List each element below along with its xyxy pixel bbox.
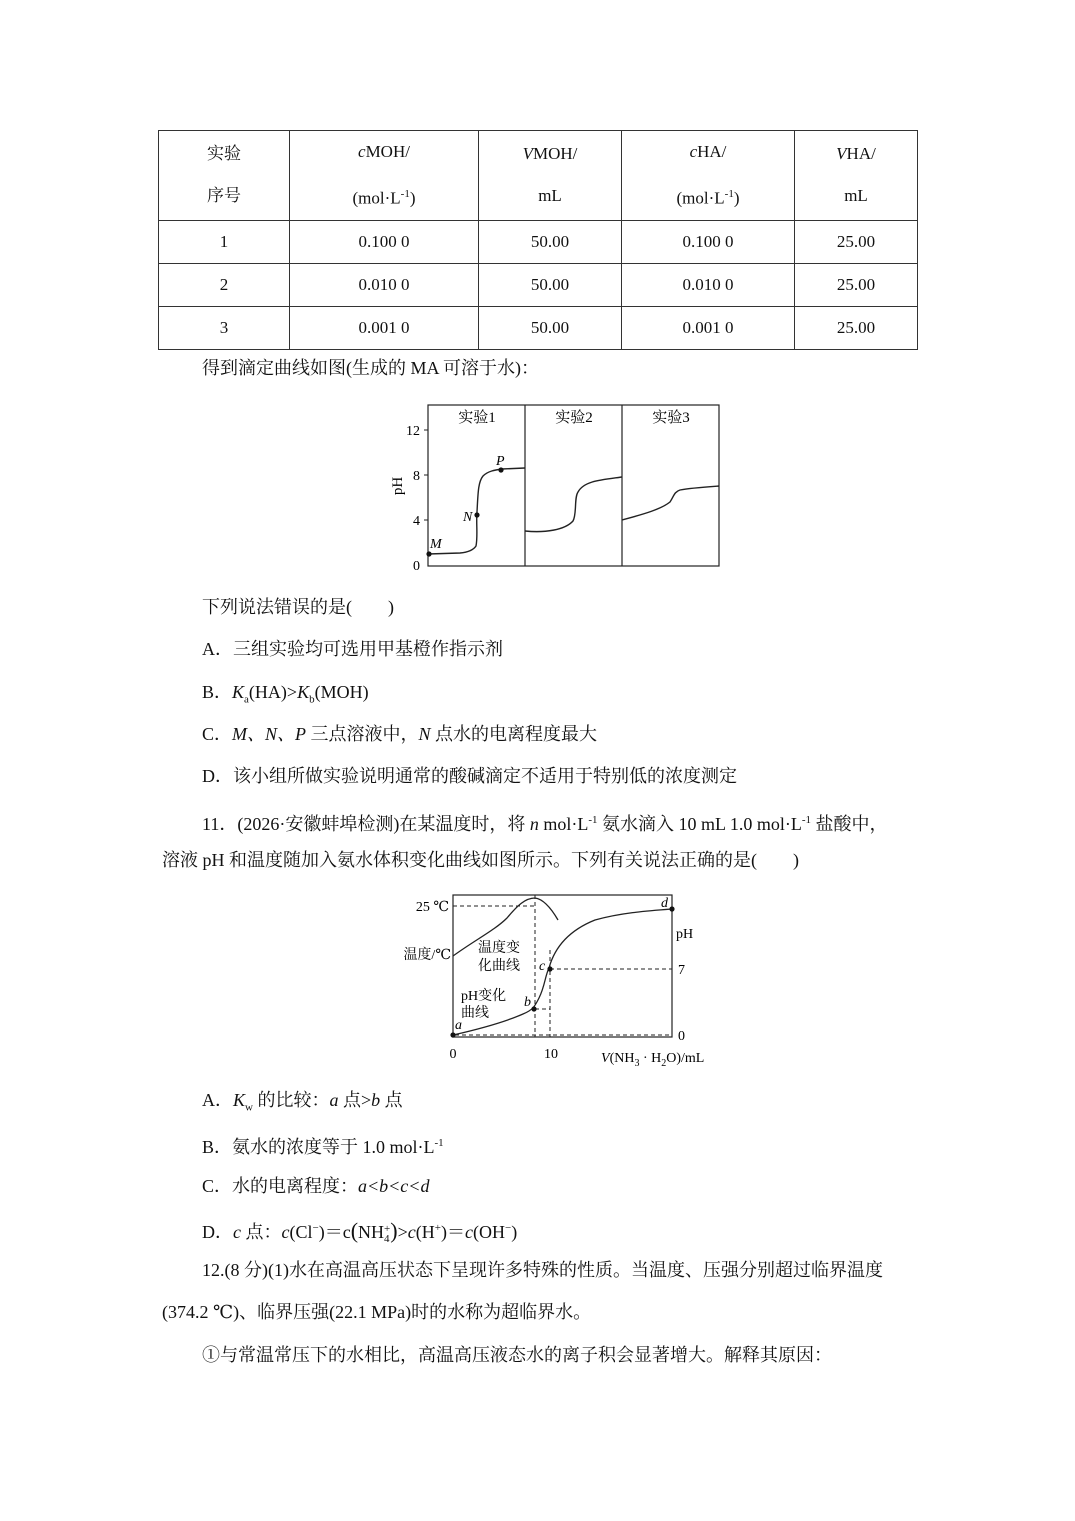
q10-option-b [202, 680, 369, 712]
x-axis-label [601, 1051, 704, 1068]
q11-option-a [202, 1088, 403, 1120]
option-text: (OH [472, 1222, 505, 1242]
header-line: 实验 [207, 144, 241, 164]
table-cell: 50.00 [479, 263, 622, 306]
right-tick-0: 0 [678, 1029, 685, 1044]
superscript: + [434, 1222, 441, 1234]
x-label-sub: 2 [661, 1058, 667, 1068]
header-line [622, 131, 794, 173]
point-c-label: c [539, 959, 546, 974]
subscript: b [309, 693, 315, 706]
option-text: 点： [241, 1222, 282, 1242]
header-text: HA/ [697, 142, 727, 161]
header-cell [479, 131, 622, 221]
point-m-label: M [430, 537, 442, 552]
q10-intro: 得到滴定曲线如图(生成的 MA 可溶于水)： [202, 358, 539, 378]
curve-experiment-1 [428, 468, 525, 554]
left-axis-label: 温度/℃ [403, 948, 451, 963]
y-tick-label-12: 12 [406, 424, 420, 439]
option-text: C．水的电离程度： [202, 1176, 359, 1196]
x-label-text: · H [639, 1051, 662, 1066]
table-cell: 25.00 [795, 263, 918, 306]
point-m [426, 551, 431, 556]
x-label-text: (NH [609, 1051, 635, 1066]
header-cell [159, 131, 290, 221]
point-name: a [329, 1090, 339, 1110]
option-prefix: B． [202, 682, 233, 702]
option-text: 点水的电离程度最大 [430, 724, 598, 744]
superscript: − [504, 1222, 512, 1234]
superscript: -1 [434, 1137, 444, 1149]
x-label-text: O)/mL [666, 1051, 705, 1066]
subscript: 4 [384, 1232, 390, 1245]
table-cell: 0.100 0 [290, 220, 479, 263]
header-line: 序号 [207, 186, 241, 206]
option-text: ) [511, 1222, 518, 1242]
header-text: MOH/ [365, 142, 410, 161]
header-text: ) [733, 188, 740, 208]
table-cell: 50.00 [479, 306, 622, 349]
header-cell [795, 131, 918, 221]
table-cell: 0.010 0 [290, 263, 479, 306]
ph-curve-label-1: pH变化 [461, 989, 507, 1004]
q10-option-c [202, 722, 597, 746]
point-name: c [233, 1222, 241, 1242]
symbol-k: K [233, 1090, 246, 1110]
header-italic: V [836, 144, 847, 164]
table-row [159, 306, 918, 349]
option-prefix: A． [202, 1090, 233, 1110]
option-text: 三点溶液中， [306, 724, 419, 744]
curve-experiment-3 [622, 486, 719, 520]
right-axis-label: pH [676, 927, 694, 942]
table-cell: 2 [159, 263, 290, 306]
table-cell: 1 [159, 220, 290, 263]
y-axis-label: pH [390, 476, 406, 496]
option-text: (HA)> [248, 682, 298, 702]
header-line [290, 173, 478, 220]
option-prefix: D． [202, 1222, 233, 1242]
left-tick-25: 25 ℃ [415, 900, 449, 915]
q12-line-3: ①与常温常压下的水相比，高温高压液态水的离子积会显著增大。解释其原因： [202, 1345, 832, 1365]
header-cell [290, 131, 479, 221]
header-text: HA/ [846, 144, 876, 164]
option-text: )＝c [318, 1222, 351, 1242]
header-line [479, 133, 621, 175]
q11-stem-line-2: 溶液 pH 和温度随加入氨水体积变化曲线如图所示。下列有关说法正确的是( ) [162, 850, 799, 870]
point-name: N [418, 724, 431, 744]
panel-title-1: 实验1 [458, 410, 496, 426]
y-tick-label-0: 0 [413, 559, 420, 574]
stem-text: mol·L [538, 814, 589, 834]
experiment-table [158, 130, 918, 350]
superscript: − [312, 1222, 319, 1234]
option-text: > [397, 1222, 408, 1242]
table-cell: 50.00 [479, 220, 622, 263]
point-b [531, 1006, 536, 1011]
point-a-label: a [455, 1018, 462, 1033]
stem-text: 氨水滴入 10 mL 1.0 mol·L [597, 814, 802, 834]
point-p-label: P [496, 454, 505, 469]
panel-title-3: 实验3 [652, 410, 690, 426]
q11-option-d [202, 1216, 517, 1244]
panel-frames [428, 405, 719, 566]
symbol-c: c [464, 1222, 473, 1242]
header-line: mL [844, 186, 868, 206]
symbol-c: c [407, 1222, 416, 1242]
option-text: 的比较： [252, 1090, 330, 1110]
x-tick-10: 10 [544, 1047, 558, 1062]
table-cell: 0.010 0 [622, 263, 795, 306]
temp-curve-label-1: 温度变 [478, 941, 520, 956]
superscript: -1 [801, 814, 811, 826]
point-d [669, 906, 674, 911]
symbol-c: c [281, 1222, 290, 1242]
superscript: -1 [588, 814, 598, 826]
table-row [159, 263, 918, 306]
header-line: mL [538, 186, 562, 206]
q11-option-b [202, 1131, 444, 1159]
option-text: 点 [380, 1090, 403, 1110]
header-cell [622, 131, 795, 221]
q10-option-a: A．三组实验均可选用甲基橙作指示剂 [202, 639, 503, 659]
y-tick-label-8: 8 [413, 469, 420, 484]
y-tick-label-4: 4 [413, 514, 420, 529]
table-cell: 0.100 0 [622, 220, 795, 263]
header-sup: -1 [724, 188, 734, 200]
point-n-label: N [463, 510, 473, 525]
option-text: (H [415, 1222, 435, 1242]
table-cell: 25.00 [795, 306, 918, 349]
table-cell: 3 [159, 306, 290, 349]
header-line [795, 133, 917, 175]
table-cell: 0.001 0 [622, 306, 795, 349]
table-header-row [159, 131, 918, 221]
curve-experiment-2 [525, 477, 622, 532]
header-italic: V [522, 144, 533, 164]
header-text: ) [409, 188, 416, 208]
point-name: b [371, 1090, 381, 1110]
q12-line-2: (374.2 ℃)、临界压强(22.1 MPa)时的水称为超临界水。 [162, 1302, 592, 1322]
q11-option-c [202, 1174, 429, 1198]
temp-curve-label-2: 化曲线 [478, 959, 520, 974]
figure-frame [428, 405, 719, 566]
point-c [547, 966, 552, 971]
header-text: MOH/ [532, 144, 578, 164]
option-prefix: C． [202, 724, 233, 744]
q12-line-1: 12.(8 分)(1)水在高温高压状态下呈现许多特殊的性质。当温度、压强分别超过临界温度 [202, 1260, 883, 1280]
stem-text: 盐酸中， [811, 814, 888, 834]
point-b-label: b [524, 995, 531, 1010]
stem-text: 11．(2026·安徽蚌埠检测)在某温度时，将 [202, 814, 530, 834]
paren-close: ) [390, 1218, 398, 1243]
q10-question: 下列说法错误的是( ) [202, 597, 394, 617]
header-text: (mol·L [352, 188, 401, 208]
ph-curve-label-2: 曲线 [461, 1006, 489, 1021]
symbol-n: n [529, 814, 539, 834]
table-cell: 0.001 0 [290, 306, 479, 349]
superscript: + [384, 1222, 391, 1235]
point-d-label: d [661, 896, 668, 911]
header-italic: c [689, 142, 698, 161]
x-label-v: V [601, 1051, 610, 1066]
header-line [290, 131, 478, 173]
x-tick-0: 0 [449, 1047, 457, 1062]
option-text: (Cl [289, 1222, 313, 1242]
option-expression: a<b<c<d [358, 1176, 430, 1196]
table-cell: 25.00 [795, 220, 918, 263]
ammonium-formula: NH [358, 1222, 385, 1242]
q10-option-d: D．该小组所做实验说明通常的酸碱滴定不适用于特别低的浓度测定 [202, 766, 737, 786]
table-row [159, 220, 918, 263]
subscript: w [245, 1101, 253, 1114]
q11-stem-line-1 [202, 808, 888, 836]
option-text: )＝ [440, 1222, 465, 1242]
point-a [450, 1032, 455, 1037]
option-text: (MOH) [314, 682, 369, 702]
option-text: B．氨水的浓度等于 1.0 mol·L [202, 1137, 435, 1157]
titration-figure [380, 398, 725, 576]
option-text: 点> [338, 1090, 372, 1110]
subscript: a [244, 693, 249, 706]
paren-open: ( [350, 1218, 359, 1243]
header-italic: c [358, 142, 366, 161]
temperature-ph-figure [395, 890, 725, 1068]
header-line [622, 173, 794, 220]
point-n [474, 512, 479, 517]
header-text: (mol·L [676, 188, 725, 208]
symbol-k: K [297, 682, 310, 702]
panel-title-2: 实验2 [555, 410, 593, 426]
symbol-k: K [232, 682, 245, 702]
right-tick-7: 7 [678, 963, 685, 978]
point-names: M、N、P [232, 724, 307, 744]
x-label-sub: 3 [634, 1058, 640, 1068]
header-sup: -1 [400, 188, 410, 200]
